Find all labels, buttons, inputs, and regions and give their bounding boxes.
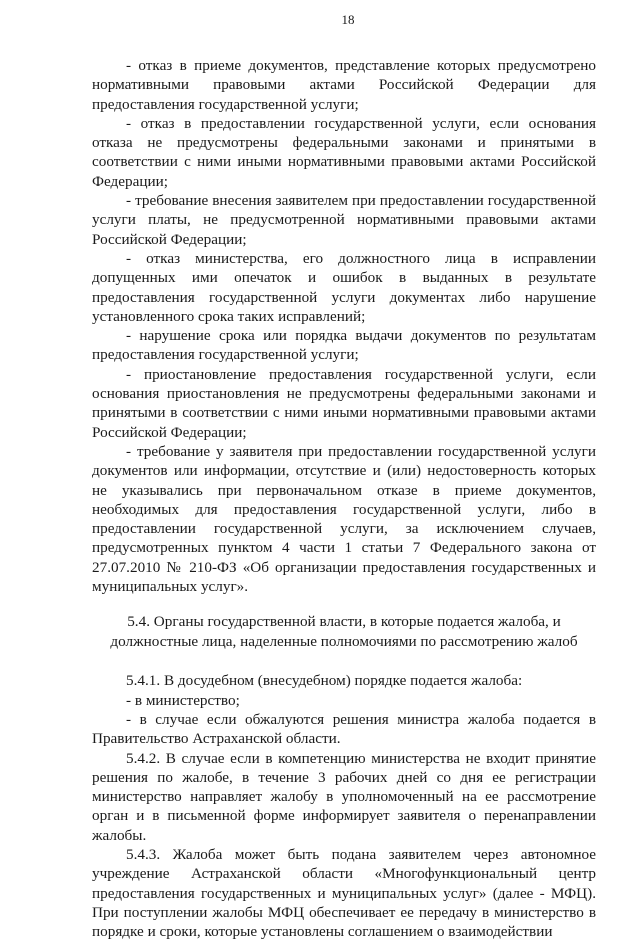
section-paragraph: 5.4.2. В случае если в компетенцию министерства не входит принятие решения по жалобе, в течение 3 рабочих дней со дня ее регистрации министерство направляет жалобу в уполномоченный на ее рассмотрение орган и в письменной форме информирует заявителя о перенаправлении жалобы.: [92, 749, 596, 844]
list-item: - требование внесения заявителем при предоставлении государственной услуги платы, не предусмотренной нормативными правовыми актами Российской Федерации;: [92, 192, 596, 248]
list-item: - отказ в приеме документов, представление которых предусмотрено нормативными правовыми актами Российской Федерации для предоставления государственной услуги;: [92, 57, 596, 113]
list-item: - отказ в предоставлении государственной услуги, если основания отказа не предусмотрены федеральными законами и принятыми в соответствии с ними иными нормативными правовыми актами Российской Федерации;: [92, 114, 596, 190]
list-item: - приостановление предоставления государственной услуги, если основания приостановления не предусмотрены федеральными законами и принятыми в соответствии с ними иными нормативными правовыми актами Российской Федерации;: [92, 365, 596, 441]
section-paragraph: 5.4.1. В досудебном (внесудебном) порядке подается жалоба:: [126, 672, 523, 690]
section-paragraph: 5.4.3. Жалоба может быть подана заявителем через автономное учреждение Астраханской области «Многофункциональный центр предоставления государственных и муниципальных услуг» (далее - МФЦ). При поступлении жалобы МФЦ обеспечивает ее передачу в министерство в порядке и сроки, которые установлены соглашением о взаимодействии: [92, 845, 596, 941]
list-item: - требование у заявителя при предоставлении государственной услуги документов или информации, отсутствие и (или) недостоверность которых не указывались при первоначальном отказе в приеме документов, необходимых для предоставления государственной услуги, либо в предоставлении государственной услуги, за исключением случаев, предусмотренных пунктом 4 части 1 статьи 7 Федерального закона от 27.07.2010 № 210-ФЗ «Об организации предоставления государственных и муниципальных услуг».: [92, 442, 596, 596]
section-paragraph: - в случае если обжалуются решения министра жалоба подается в Правительство Астраханской области.: [92, 710, 596, 748]
page-number: 18: [341, 12, 355, 27]
list-item: - отказ министерства, его должностного лица в исправлении допущенных ими опечаток и ошибок в выданных в результате предоставления государственной услуги документах либо нарушение установленного срока таких исправлений;: [92, 249, 596, 325]
list-item: - нарушение срока или порядка выдачи документов по результатам предоставления государственной услуги;: [92, 327, 596, 364]
violations-list: [92, 56, 596, 596]
section-heading: 5.4. Органы государственной власти, в которые подается жалоба, и должностные лица, наделенные полномочиями по рассмотрению жалоб: [110, 613, 578, 650]
section-body: [92, 671, 596, 941]
section-paragraph: - в министерство;: [126, 691, 240, 709]
